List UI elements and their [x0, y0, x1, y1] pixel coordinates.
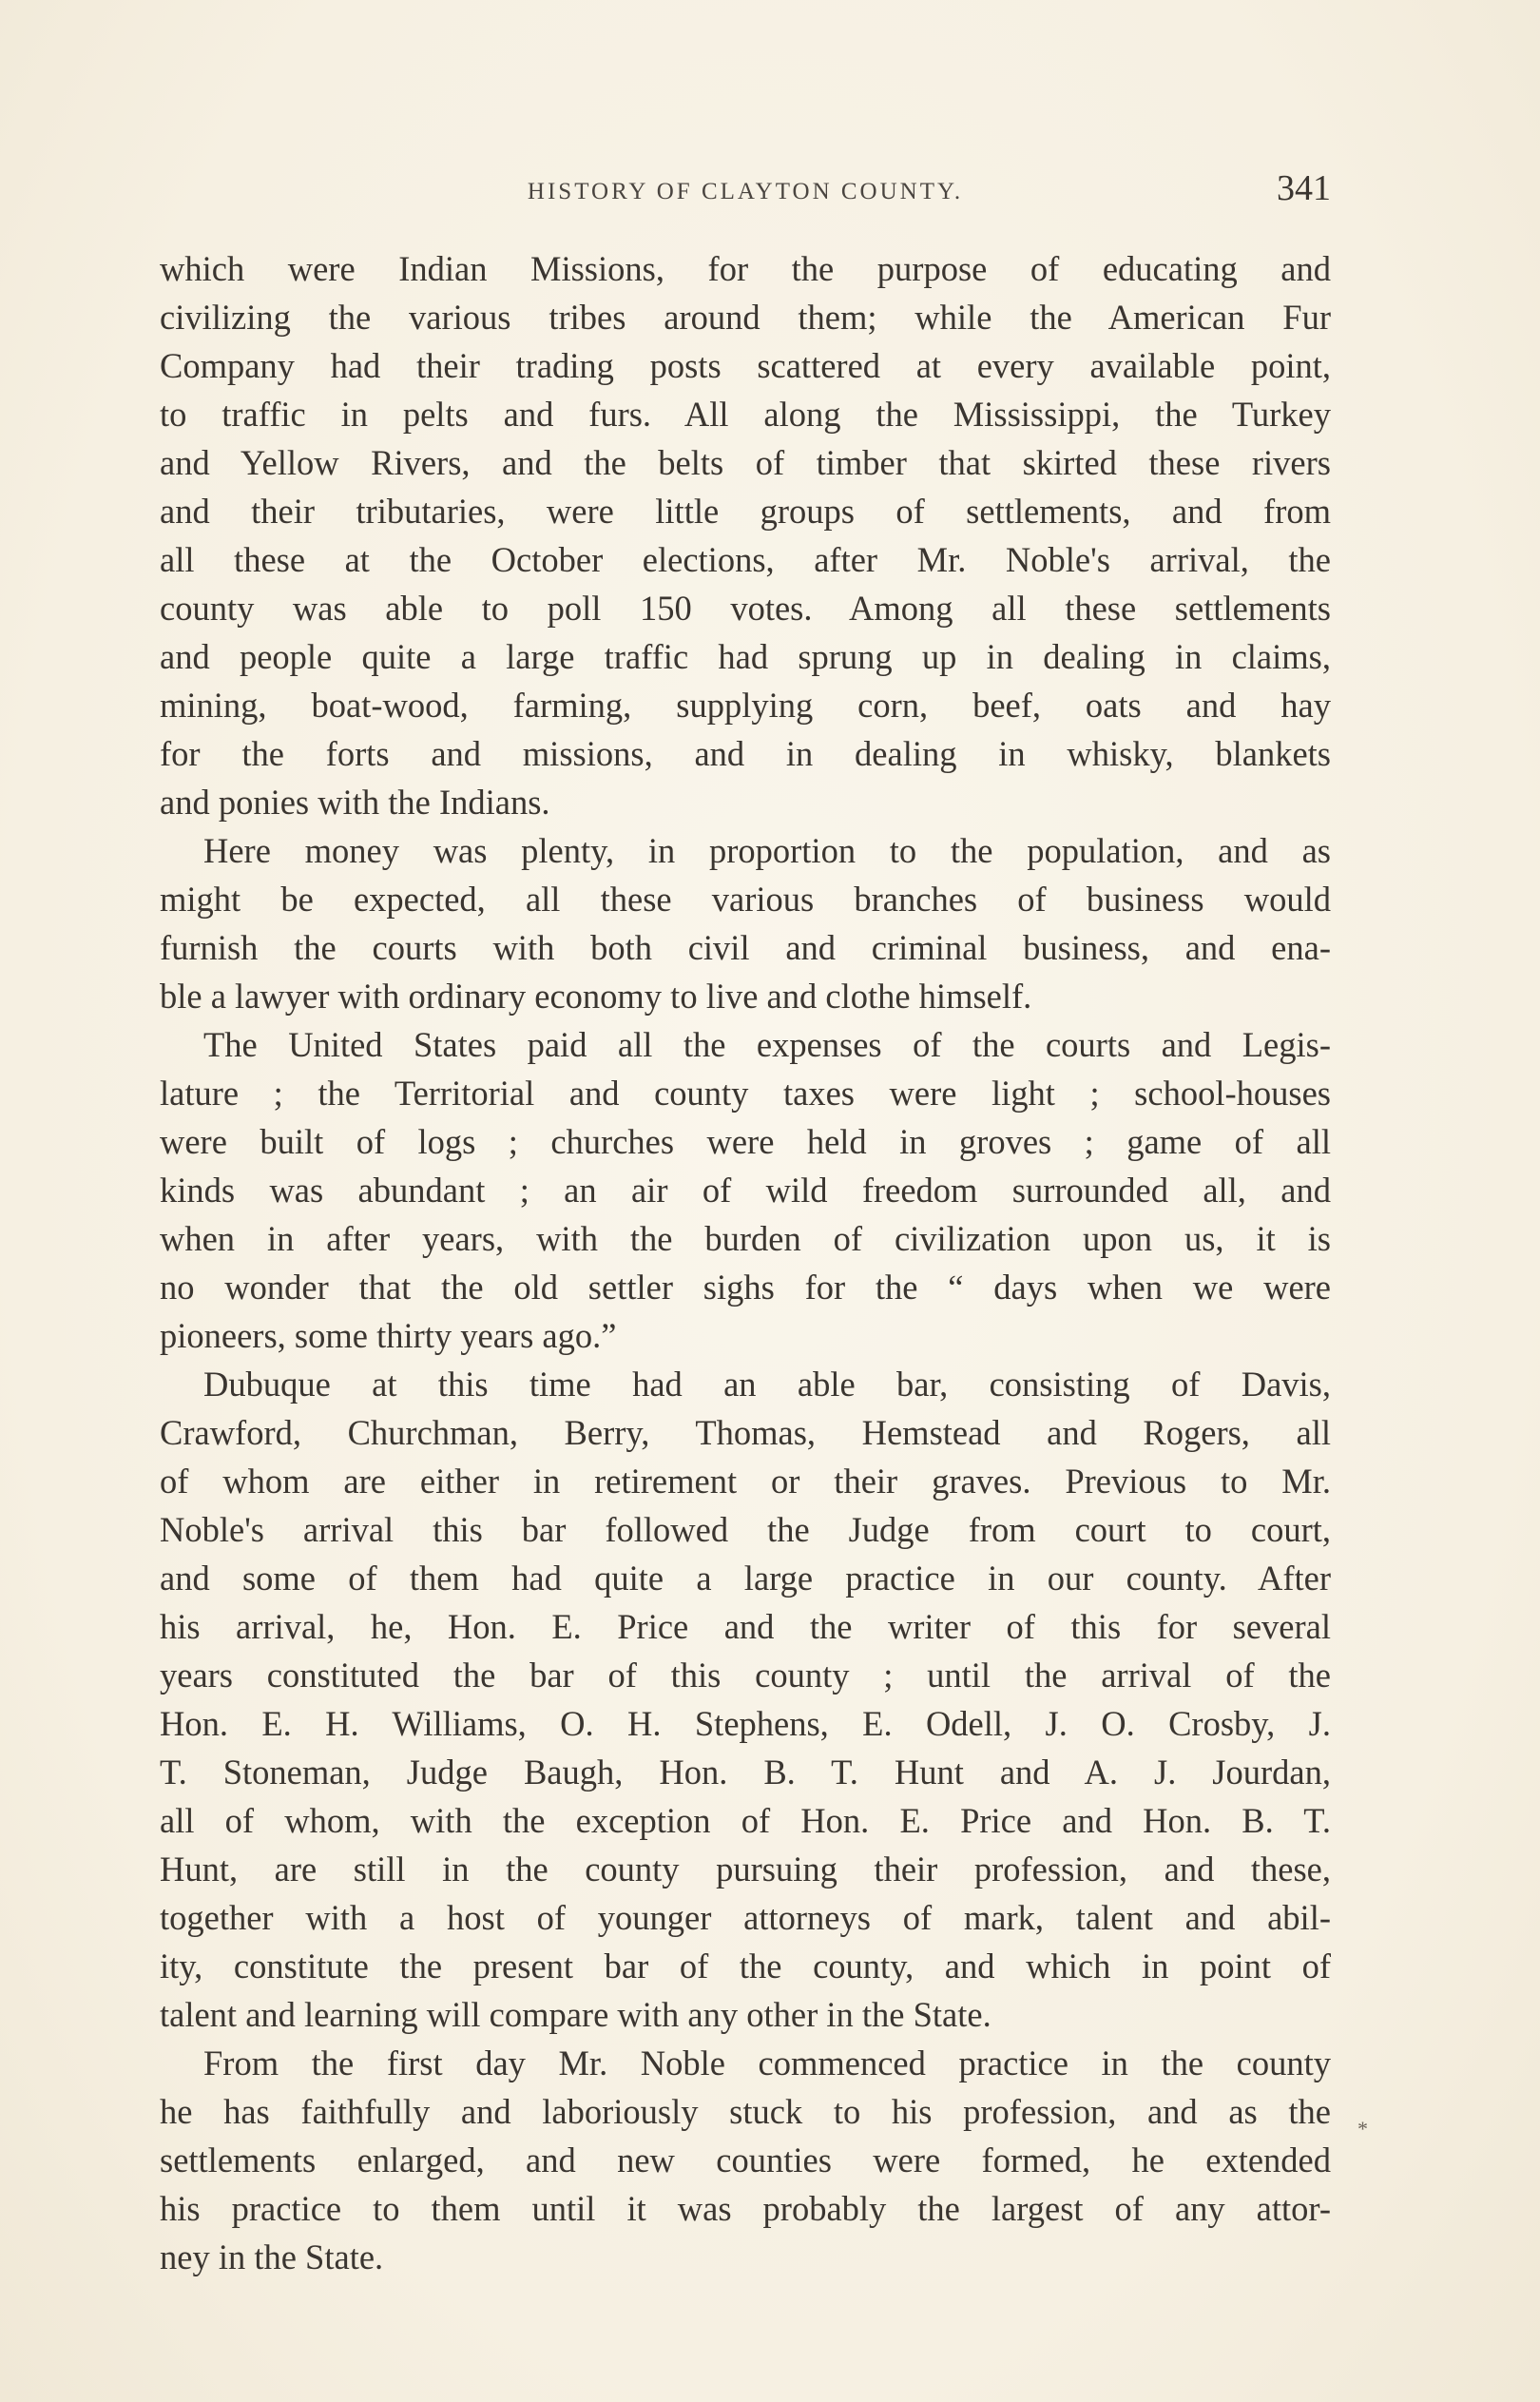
text-line: and ponies with the Indians. — [160, 783, 550, 822]
text-line: and Yellow Rivers, and the belts of timber that skirted these rivers — [160, 443, 1331, 482]
text-line: Hon. E. H. Williams, O. H. Stephens, E. Odell, J. O. Crosby, J. — [160, 1704, 1331, 1743]
text-line: settlements enlarged, and new counties were formed, he extended — [160, 2140, 1331, 2179]
text-line: lature ; the Territorial and county taxes were light ; school-houses — [160, 1074, 1331, 1113]
text-line: when in after years, with the burden of civilization upon us, it is — [160, 1219, 1331, 1258]
text-line: ity, constitute the present bar of the county, and which in point of — [160, 1947, 1331, 1986]
running-head — [160, 167, 1331, 213]
text-line: his arrival, he, Hon. E. Price and the writer of this for several — [160, 1607, 1331, 1646]
body-text — [160, 244, 1331, 2281]
text-line: Noble's arrival this bar followed the Judge from court to court, — [160, 1510, 1331, 1549]
text-line: his practice to them until it was probably the largest of any attor- — [160, 2189, 1331, 2228]
text-line: were built of logs ; churches were held in groves ; game of all — [160, 1122, 1331, 1161]
text-line: no wonder that the old settler sighs for the “ days when we were — [160, 1268, 1331, 1307]
text-line: which were Indian Missions, for the purpose of educating and — [160, 249, 1331, 288]
text-line: ble a lawyer with ordinary economy to live and clothe himself. — [160, 977, 1032, 1016]
text-line: T. Stoneman, Judge Baugh, Hon. B. T. Hunt and A. J. Jourdan, — [160, 1753, 1331, 1792]
text-line: Company had their trading posts scattered at every available point, — [160, 346, 1331, 385]
text-line: ney in the State. — [160, 2237, 384, 2276]
text-line: pioneers, some thirty years ago.” — [160, 1316, 617, 1355]
text-line: Crawford, Churchman, Berry, Thomas, Hemstead and Rogers, all — [160, 1413, 1331, 1452]
text-line: Hunt, are still in the county pursuing their profession, and these, — [160, 1850, 1331, 1889]
text-line: for the forts and missions, and in dealing in whisky, blankets — [160, 734, 1331, 773]
text-line: might be expected, all these various branches of business would — [160, 880, 1331, 919]
text-line: to traffic in pelts and furs. All along the Mississippi, the Turkey — [160, 395, 1331, 434]
paragraph-start-line: Dubuque at this time had an able bar, consisting of Davis, — [203, 1365, 1331, 1404]
text-line: furnish the courts with both civil and criminal business, and ena- — [160, 928, 1331, 967]
text-line: and people quite a large traffic had sprung up in dealing in claims, — [160, 637, 1331, 676]
text-line: kinds was abundant ; an air of wild freedom surrounded all, and — [160, 1171, 1331, 1210]
text-line: and some of them had quite a large practice in our county. After — [160, 1559, 1331, 1598]
paragraph-start-line: Here money was plenty, in proportion to the population, and as — [203, 831, 1331, 870]
text-line: of whom are either in retirement or their graves. Previous to Mr. — [160, 1462, 1331, 1501]
text-line: and their tributaries, were little groups of settlements, and from — [160, 492, 1331, 531]
text-line: years constituted the bar of this county ; until the arrival of the — [160, 1656, 1331, 1695]
text-line: he has faithfully and laboriously stuck to his profession, and as the — [160, 2092, 1331, 2131]
text-line: talent and learning will compare with any other in the State. — [160, 1995, 991, 2034]
paragraph-start-line: From the first day Mr. Noble commenced practice in the county — [203, 2044, 1331, 2082]
text-line: together with a host of younger attorneys of mark, talent and abil- — [160, 1898, 1331, 1937]
paragraph-start-line: The United States paid all the expenses of the courts and Legis- — [203, 1025, 1331, 1064]
stray-ink-mark: * — [1357, 2117, 1368, 2140]
text-line: civilizing the various tribes around them; while the American Fur — [160, 298, 1331, 337]
text-line: mining, boat-wood, farming, supplying corn, beef, oats and hay — [160, 686, 1331, 725]
text-line: county was able to poll 150 votes. Among all these settlements — [160, 589, 1331, 628]
running-title: HISTORY OF CLAYTON COUNTY. — [527, 179, 964, 204]
text-line: all of whom, with the exception of Hon. E. Price and Hon. B. T. — [160, 1801, 1331, 1840]
text-line: all these at the October elections, after Mr. Noble's arrival, the — [160, 540, 1331, 579]
page-number: 341 — [1277, 168, 1331, 208]
